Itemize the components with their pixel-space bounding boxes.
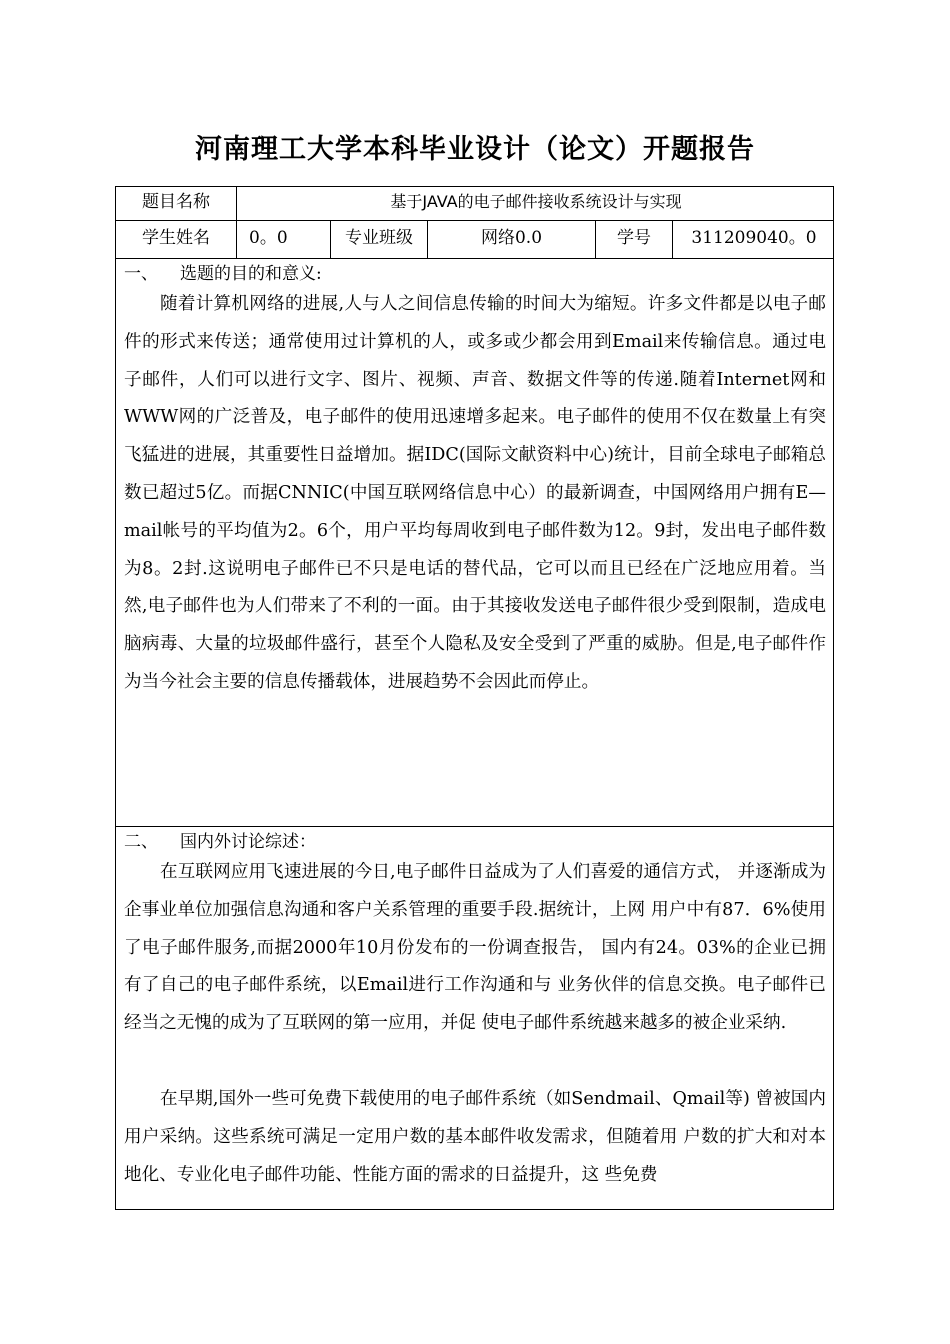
- topic-value: 基于JAVA的电子邮件接收系统设计与实现: [390, 192, 682, 211]
- student-id-label: 学号: [617, 228, 651, 248]
- section1-heading: [124, 259, 322, 289]
- section1-paragraph: 随着计算机网络的进展,人与人之间信息传输的时间大为缩短。许多文件都是以电子邮件的形式来传送；通常使用过计算机的人，或多或少都会用到Email来传输信息。通过电子邮件，人们可以进行文字、图片、视频、声音、数据文件等的传递.随着Internet网和WWW网的广泛普及，电子邮件的使用迅速增多起来。电子邮件的使用不仅在数量上有突飞猛进的进展，其重要性日益增加。据IDC(国际文献资料中心)统计，目前全球电子邮箱总数已超过5亿。而据CNNIC(中国互联网络信息中心）的最新调查，中国网络用户拥有E—mail帐号的平均值为2。6个，用户平均每周收到电子邮件数为12。9封，发出电子邮件数为8。2封.这说明电子邮件已不只是电话的替代品，它可以而且已经在广泛地应用着。当然,电子邮件也为人们带来了不利的一面。由于其接收发送电子邮件很少受到限制，造成电脑病毒、大量的垃圾邮件盛行，甚至个人隐私及安全受到了严重的威胁。但是,电子邮件作为当今社会主要的信息传播载体，进展趋势不会因此而停止。: [124, 294, 826, 692]
- section2-paragraph: 在早期,国外一些可免费下载使用的电子邮件系统（如Sendmail、Qmail等) 曾被国内用户采纳。这些系统可满足一定用户数的基本邮件收发需求，但随着用 户数的扩大和对本地化、专业化电子邮件功能、性能方面的需求的日益提升，这 些免费: [124, 1089, 826, 1185]
- major-value: 网络0.0: [480, 228, 543, 248]
- section2-heading: [124, 827, 316, 857]
- section1-title: 选题的目的和意义:: [180, 264, 322, 284]
- topic-label: 题目名称: [142, 192, 210, 212]
- major-label: 专业班级: [345, 228, 413, 248]
- proposal-table: [115, 186, 834, 1210]
- student-id-value: 311209040。0: [691, 228, 817, 248]
- section2-number: 二、: [124, 832, 158, 852]
- page-title: 河南理工大学本科毕业设计（论文）开题报告: [195, 134, 755, 165]
- section2-paragraph: 在互联网应用飞速进展的今日,电子邮件日益成为了人们喜爱的通信方式， 并逐渐成为企事业单位加强信息沟通和客户关系管理的重要手段.据统计，上网 用户中有87．6%使用了电子邮件服务,而据2000年10月份发布的一份调查报告， 国内有24。03%的企业已拥有了自己的电子邮件系统，以Email进行工作沟通和与 业务伙伴的信息交换。电子邮件已经当之无愧的成为了互联网的第一应用，并促 使电子邮件系统越来越多的被企业采纳.: [124, 862, 826, 1034]
- section2-title: 国内外讨论综述：: [180, 832, 316, 852]
- student-name-label: 学生姓名: [142, 228, 210, 248]
- section1-number: 一、: [124, 264, 158, 284]
- student-name-value: 0。0: [249, 228, 288, 248]
